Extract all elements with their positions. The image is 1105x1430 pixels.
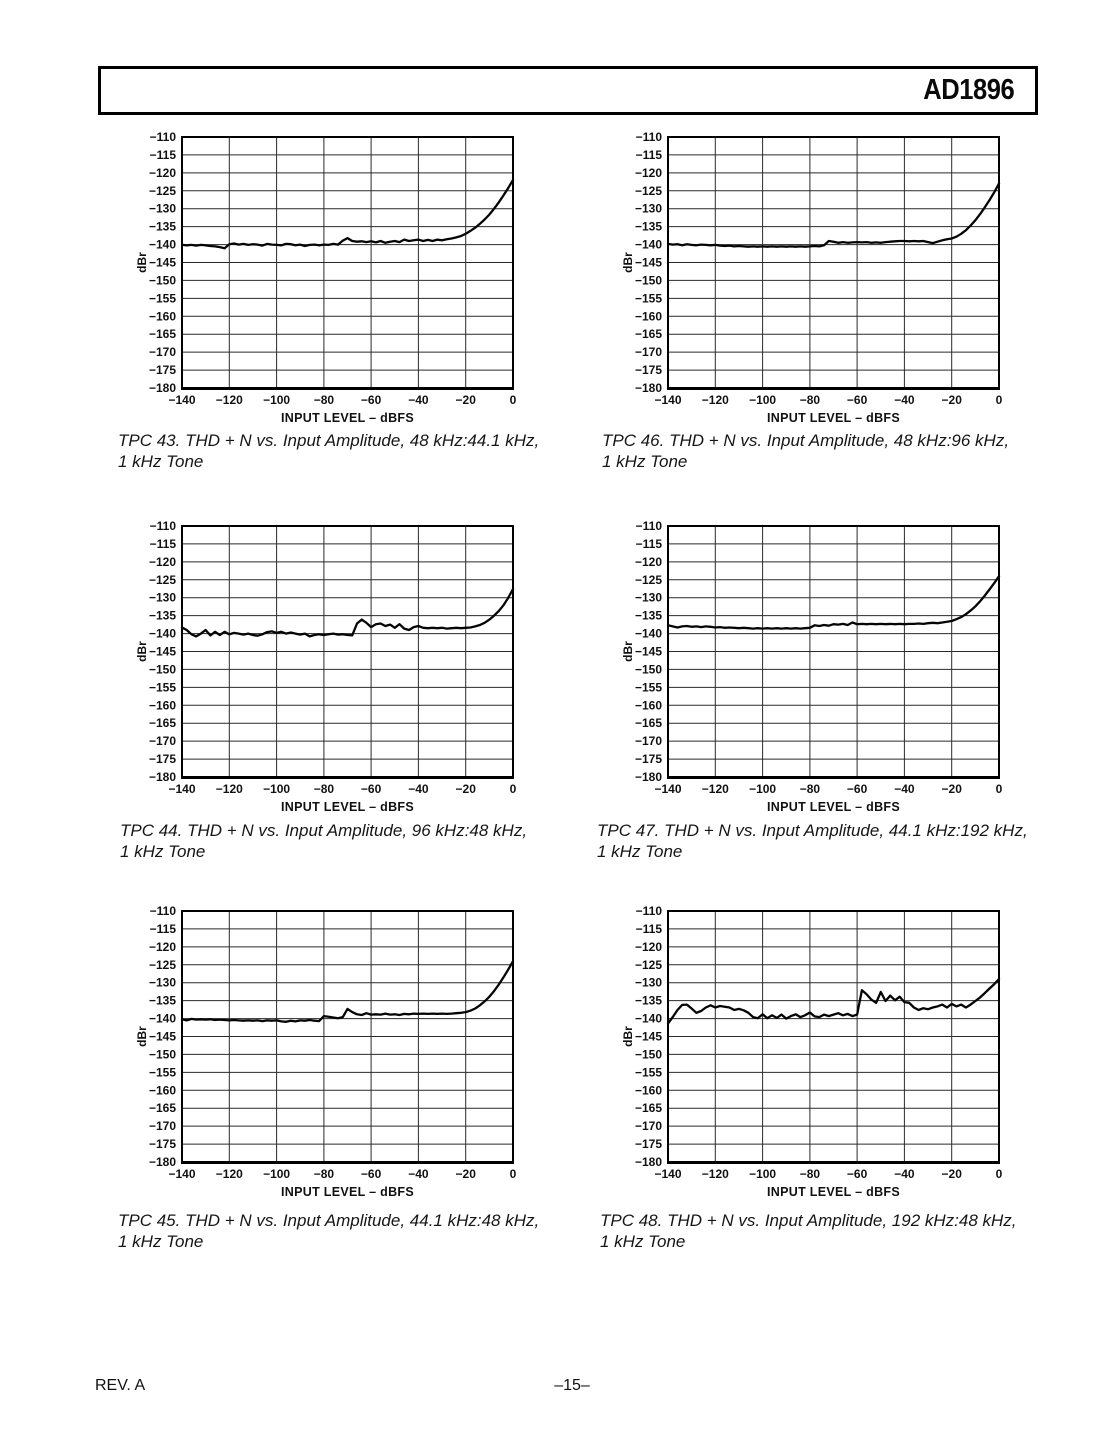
svg-text:−20: −20 bbox=[455, 393, 476, 407]
svg-text:dBr: dBr bbox=[135, 641, 149, 662]
chart-tpc43-plot bbox=[130, 127, 530, 427]
chart-tpc46 bbox=[616, 127, 1016, 427]
svg-text:−145: −145 bbox=[148, 255, 176, 270]
svg-text:−175: −175 bbox=[634, 752, 662, 767]
svg-text:−100: −100 bbox=[263, 782, 291, 796]
svg-text:−60: −60 bbox=[846, 1167, 868, 1181]
svg-text:−110: −110 bbox=[149, 519, 176, 533]
svg-text:−120: −120 bbox=[701, 1167, 729, 1181]
chart-tpc45 bbox=[130, 901, 530, 1201]
svg-text:−145: −145 bbox=[634, 255, 662, 270]
svg-text:−120: −120 bbox=[634, 165, 662, 180]
svg-text:−160: −160 bbox=[634, 698, 662, 713]
svg-text:−140: −140 bbox=[148, 626, 176, 641]
svg-text:−115: −115 bbox=[635, 147, 662, 162]
svg-text:−40: −40 bbox=[894, 782, 915, 796]
part-number-box bbox=[98, 66, 1038, 115]
svg-text:−180: −180 bbox=[148, 381, 176, 395]
svg-text:−130: −130 bbox=[634, 201, 662, 216]
svg-text:−115: −115 bbox=[635, 536, 662, 551]
svg-text:−80: −80 bbox=[313, 782, 335, 796]
svg-text:INPUT LEVEL – dBFS: INPUT LEVEL – dBFS bbox=[767, 411, 900, 425]
svg-text:−170: −170 bbox=[148, 1119, 176, 1134]
svg-text:−135: −135 bbox=[148, 993, 176, 1008]
svg-text:−40: −40 bbox=[408, 782, 429, 796]
svg-text:−150: −150 bbox=[148, 662, 176, 677]
svg-text:−20: −20 bbox=[941, 1167, 962, 1181]
svg-text:−175: −175 bbox=[148, 363, 176, 378]
svg-text:dBr: dBr bbox=[135, 252, 149, 273]
svg-text:−140: −140 bbox=[168, 782, 196, 796]
svg-text:−150: −150 bbox=[148, 273, 176, 288]
svg-text:−145: −145 bbox=[634, 644, 662, 659]
svg-text:−135: −135 bbox=[634, 993, 662, 1008]
svg-text:−125: −125 bbox=[148, 183, 176, 198]
svg-text:−170: −170 bbox=[634, 345, 662, 360]
svg-text:−115: −115 bbox=[635, 921, 662, 936]
svg-text:−60: −60 bbox=[846, 393, 868, 407]
caption-tpc45 bbox=[118, 1210, 588, 1252]
svg-text:−140: −140 bbox=[654, 393, 682, 407]
svg-text:0: 0 bbox=[509, 393, 517, 407]
svg-text:−20: −20 bbox=[455, 1167, 476, 1181]
svg-text:−80: −80 bbox=[313, 1167, 335, 1181]
svg-text:−20: −20 bbox=[941, 782, 962, 796]
svg-text:dBr: dBr bbox=[621, 641, 635, 662]
svg-text:−155: −155 bbox=[634, 1065, 662, 1080]
svg-text:−120: −120 bbox=[215, 782, 243, 796]
svg-text:−180: −180 bbox=[634, 770, 662, 784]
svg-text:−140: −140 bbox=[148, 1011, 176, 1026]
caption-line: TPC 46. THD + N vs. Input Amplitude, 48 kHz:96 kHz, bbox=[602, 431, 1010, 450]
part-number: AD1896 bbox=[922, 74, 1014, 106]
svg-text:−120: −120 bbox=[215, 393, 243, 407]
svg-text:−135: −135 bbox=[148, 219, 176, 234]
svg-text:−150: −150 bbox=[634, 662, 662, 677]
caption-tpc46 bbox=[602, 430, 1072, 472]
svg-text:−125: −125 bbox=[148, 572, 176, 587]
svg-text:−80: −80 bbox=[799, 782, 821, 796]
svg-text:−165: −165 bbox=[634, 327, 662, 342]
svg-text:−80: −80 bbox=[799, 1167, 821, 1181]
svg-text:−175: −175 bbox=[634, 363, 662, 378]
caption-line: 1 kHz Tone bbox=[118, 1232, 204, 1251]
svg-text:−120: −120 bbox=[215, 1167, 243, 1181]
caption-line: 1 kHz Tone bbox=[602, 452, 688, 471]
svg-text:−140: −140 bbox=[168, 393, 196, 407]
svg-text:−130: −130 bbox=[148, 201, 176, 216]
svg-text:−130: −130 bbox=[634, 975, 662, 990]
chart-tpc47-plot bbox=[616, 516, 1016, 816]
svg-text:−140: −140 bbox=[148, 237, 176, 252]
caption-line: 1 kHz Tone bbox=[118, 452, 204, 471]
svg-text:−120: −120 bbox=[701, 393, 729, 407]
svg-text:−125: −125 bbox=[634, 572, 662, 587]
svg-text:−110: −110 bbox=[149, 130, 176, 144]
svg-text:−150: −150 bbox=[634, 1047, 662, 1062]
chart-tpc48-plot bbox=[616, 901, 1016, 1201]
revision-label: REV. A bbox=[95, 1377, 146, 1394]
svg-text:−20: −20 bbox=[941, 393, 962, 407]
svg-text:−140: −140 bbox=[654, 1167, 682, 1181]
svg-text:−120: −120 bbox=[148, 165, 176, 180]
caption-line: 1 kHz Tone bbox=[120, 842, 206, 861]
svg-text:−140: −140 bbox=[654, 782, 682, 796]
caption-line: TPC 43. THD + N vs. Input Amplitude, 48 kHz:44.1 kHz, bbox=[118, 431, 540, 450]
svg-text:0: 0 bbox=[995, 1167, 1003, 1181]
caption-line: TPC 45. THD + N vs. Input Amplitude, 44.1 kHz:48 kHz, bbox=[118, 1211, 540, 1230]
svg-text:−180: −180 bbox=[148, 770, 176, 784]
svg-text:−160: −160 bbox=[148, 698, 176, 713]
svg-text:−40: −40 bbox=[408, 393, 429, 407]
svg-text:−165: −165 bbox=[148, 1101, 176, 1116]
svg-text:−125: −125 bbox=[634, 183, 662, 198]
svg-text:−145: −145 bbox=[148, 1029, 176, 1044]
svg-text:−120: −120 bbox=[634, 939, 662, 954]
svg-text:dBr: dBr bbox=[621, 1026, 635, 1047]
svg-text:−115: −115 bbox=[149, 921, 176, 936]
svg-text:−170: −170 bbox=[148, 734, 176, 749]
svg-text:−150: −150 bbox=[148, 1047, 176, 1062]
svg-text:0: 0 bbox=[509, 1167, 517, 1181]
svg-text:dBr: dBr bbox=[621, 252, 635, 273]
svg-text:INPUT LEVEL – dBFS: INPUT LEVEL – dBFS bbox=[767, 800, 900, 814]
svg-text:−160: −160 bbox=[148, 1083, 176, 1098]
svg-text:−110: −110 bbox=[635, 904, 662, 918]
svg-text:−180: −180 bbox=[148, 1155, 176, 1169]
caption-line: TPC 47. THD + N vs. Input Amplitude, 44.1 kHz:192 kHz, bbox=[597, 821, 1028, 840]
svg-text:−115: −115 bbox=[149, 147, 176, 162]
svg-text:−120: −120 bbox=[148, 939, 176, 954]
caption-line: 1 kHz Tone bbox=[600, 1232, 686, 1251]
svg-text:−155: −155 bbox=[634, 291, 662, 306]
svg-text:−135: −135 bbox=[148, 608, 176, 623]
chart-tpc47 bbox=[616, 516, 1016, 816]
svg-text:−130: −130 bbox=[148, 975, 176, 990]
svg-text:−160: −160 bbox=[148, 309, 176, 324]
svg-text:dBr: dBr bbox=[135, 1026, 149, 1047]
chart-tpc43 bbox=[130, 127, 530, 427]
svg-text:−60: −60 bbox=[360, 782, 382, 796]
chart-tpc45-plot bbox=[130, 901, 530, 1201]
caption-line: 1 kHz Tone bbox=[597, 842, 683, 861]
svg-text:−155: −155 bbox=[148, 680, 176, 695]
page-number: –15– bbox=[554, 1377, 590, 1394]
svg-text:−170: −170 bbox=[148, 345, 176, 360]
svg-text:−60: −60 bbox=[360, 1167, 382, 1181]
svg-text:−165: −165 bbox=[634, 716, 662, 731]
caption-tpc43 bbox=[118, 430, 588, 472]
svg-text:0: 0 bbox=[995, 393, 1003, 407]
svg-text:−170: −170 bbox=[634, 1119, 662, 1134]
chart-tpc44 bbox=[130, 516, 530, 816]
svg-text:0: 0 bbox=[995, 782, 1003, 796]
svg-text:−140: −140 bbox=[168, 1167, 196, 1181]
svg-text:−120: −120 bbox=[701, 782, 729, 796]
svg-text:0: 0 bbox=[509, 782, 517, 796]
svg-text:−100: −100 bbox=[749, 782, 777, 796]
svg-text:−165: −165 bbox=[148, 327, 176, 342]
svg-text:−165: −165 bbox=[148, 716, 176, 731]
chart-tpc48 bbox=[616, 901, 1016, 1201]
svg-text:−130: −130 bbox=[148, 590, 176, 605]
svg-text:−160: −160 bbox=[634, 1083, 662, 1098]
svg-text:−155: −155 bbox=[148, 291, 176, 306]
svg-text:−135: −135 bbox=[634, 219, 662, 234]
svg-text:−130: −130 bbox=[634, 590, 662, 605]
svg-text:−100: −100 bbox=[263, 393, 291, 407]
svg-text:−110: −110 bbox=[635, 519, 662, 533]
svg-text:INPUT LEVEL – dBFS: INPUT LEVEL – dBFS bbox=[281, 1185, 414, 1199]
svg-text:−180: −180 bbox=[634, 1155, 662, 1169]
svg-text:−125: −125 bbox=[148, 957, 176, 972]
svg-text:−155: −155 bbox=[634, 680, 662, 695]
svg-text:−100: −100 bbox=[749, 393, 777, 407]
caption-line: TPC 44. THD + N vs. Input Amplitude, 96 kHz:48 kHz, bbox=[120, 821, 528, 840]
svg-text:−155: −155 bbox=[148, 1065, 176, 1080]
svg-text:−145: −145 bbox=[634, 1029, 662, 1044]
svg-text:−140: −140 bbox=[634, 626, 662, 641]
svg-text:−60: −60 bbox=[360, 393, 382, 407]
svg-text:−80: −80 bbox=[313, 393, 335, 407]
svg-text:INPUT LEVEL – dBFS: INPUT LEVEL – dBFS bbox=[281, 800, 414, 814]
svg-text:−170: −170 bbox=[634, 734, 662, 749]
svg-text:−40: −40 bbox=[408, 1167, 429, 1181]
svg-text:−180: −180 bbox=[634, 381, 662, 395]
svg-text:−40: −40 bbox=[894, 393, 915, 407]
svg-text:−120: −120 bbox=[148, 554, 176, 569]
svg-text:−20: −20 bbox=[455, 782, 476, 796]
svg-text:−100: −100 bbox=[749, 1167, 777, 1181]
svg-text:−120: −120 bbox=[634, 554, 662, 569]
caption-tpc47 bbox=[597, 820, 1067, 862]
svg-text:−145: −145 bbox=[148, 644, 176, 659]
svg-text:−175: −175 bbox=[148, 752, 176, 767]
svg-text:−135: −135 bbox=[634, 608, 662, 623]
caption-tpc44 bbox=[120, 820, 590, 862]
svg-text:−150: −150 bbox=[634, 273, 662, 288]
svg-text:−100: −100 bbox=[263, 1167, 291, 1181]
caption-line: TPC 48. THD + N vs. Input Amplitude, 192 kHz:48 kHz, bbox=[600, 1211, 1017, 1230]
svg-text:−175: −175 bbox=[634, 1137, 662, 1152]
svg-text:−165: −165 bbox=[634, 1101, 662, 1116]
svg-text:−160: −160 bbox=[634, 309, 662, 324]
svg-text:−80: −80 bbox=[799, 393, 821, 407]
svg-text:−115: −115 bbox=[149, 536, 176, 551]
svg-text:−175: −175 bbox=[148, 1137, 176, 1152]
svg-text:−140: −140 bbox=[634, 1011, 662, 1026]
svg-text:−40: −40 bbox=[894, 1167, 915, 1181]
svg-text:−110: −110 bbox=[635, 130, 662, 144]
chart-tpc46-plot bbox=[616, 127, 1016, 427]
chart-tpc44-plot bbox=[130, 516, 530, 816]
svg-text:INPUT LEVEL – dBFS: INPUT LEVEL – dBFS bbox=[281, 411, 414, 425]
svg-text:−125: −125 bbox=[634, 957, 662, 972]
svg-text:INPUT LEVEL – dBFS: INPUT LEVEL – dBFS bbox=[767, 1185, 900, 1199]
svg-text:−140: −140 bbox=[634, 237, 662, 252]
caption-tpc48 bbox=[600, 1210, 1070, 1252]
svg-text:−110: −110 bbox=[149, 904, 176, 918]
svg-text:−60: −60 bbox=[846, 782, 868, 796]
